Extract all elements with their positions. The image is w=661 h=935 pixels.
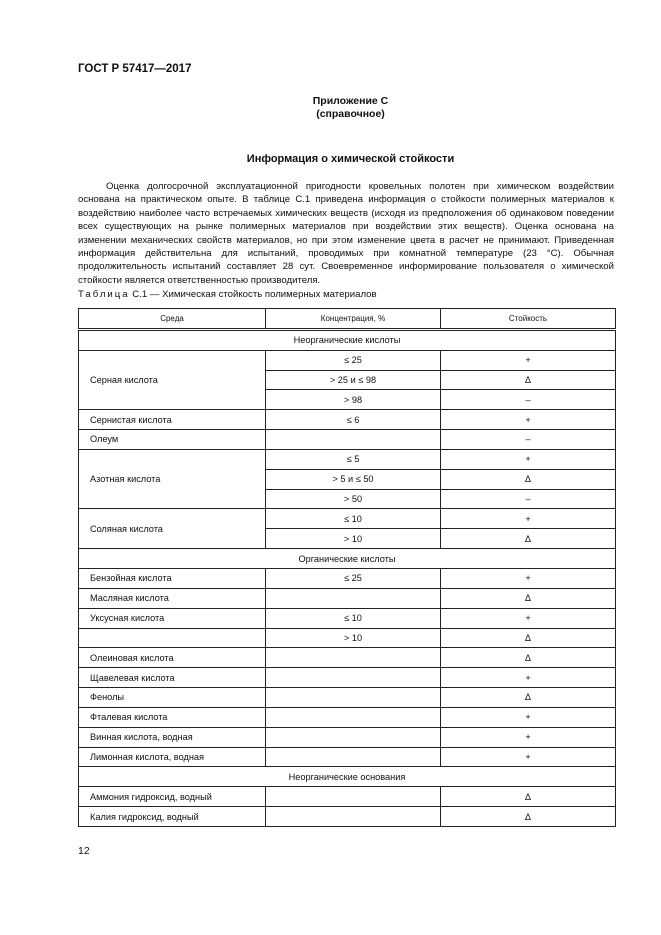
section-heading: Органические кислоты	[79, 549, 616, 569]
concentration-cell: > 98	[266, 390, 441, 410]
concentration-cell	[266, 648, 441, 668]
concentration-cell: ≤ 10	[266, 608, 441, 628]
medium-cell: Серная кислота	[79, 350, 266, 410]
table-row	[79, 747, 616, 767]
medium-cell: Аммония гидроксид, водный	[79, 787, 266, 807]
medium-cell: Фталевая кислота	[79, 707, 266, 727]
resistance-cell: +	[441, 449, 616, 469]
resistance-cell: +	[441, 509, 616, 529]
concentration-cell	[266, 688, 441, 708]
concentration-cell: > 10	[266, 628, 441, 648]
table-caption-label: Таблица	[78, 289, 130, 300]
medium-cell: Азотная кислота	[79, 449, 266, 509]
table-row	[79, 350, 616, 370]
medium-cell: Щавелевая кислота	[79, 668, 266, 688]
table-section-row	[79, 549, 616, 569]
table-header-row	[79, 309, 616, 330]
column-header: Концентрация, %	[266, 309, 441, 330]
section-heading: Неорганические основания	[79, 767, 616, 787]
resistance-cell: +	[441, 410, 616, 430]
concentration-cell: > 25 и ≤ 98	[266, 370, 441, 390]
resistance-cell: Δ	[441, 588, 616, 608]
concentration-cell: ≤ 10	[266, 509, 441, 529]
table-row	[79, 648, 616, 668]
concentration-cell: > 10	[266, 529, 441, 549]
medium-cell: Олеум	[79, 430, 266, 450]
section-heading: Неорганические кислоты	[79, 329, 616, 350]
concentration-cell	[266, 787, 441, 807]
table-row	[79, 727, 616, 747]
table-row	[79, 568, 616, 588]
table-row	[79, 668, 616, 688]
column-header: Среда	[79, 309, 266, 330]
medium-cell	[79, 628, 266, 648]
annex-heading	[0, 95, 661, 121]
medium-cell: Сернистая кислота	[79, 410, 266, 430]
resistance-cell: Δ	[441, 787, 616, 807]
concentration-cell: ≤ 5	[266, 449, 441, 469]
concentration-cell: > 5 и ≤ 50	[266, 469, 441, 489]
concentration-cell	[266, 747, 441, 767]
concentration-cell: ≤ 6	[266, 410, 441, 430]
table-row	[79, 807, 616, 827]
table-row	[79, 707, 616, 727]
resistance-cell: Δ	[441, 469, 616, 489]
table-row	[79, 588, 616, 608]
concentration-cell	[266, 727, 441, 747]
resistance-cell: +	[441, 707, 616, 727]
table-row	[79, 608, 616, 628]
table-row	[79, 410, 616, 430]
chemical-resistance-table	[78, 308, 616, 827]
resistance-cell: +	[441, 608, 616, 628]
resistance-cell: +	[441, 727, 616, 747]
medium-cell: Калия гидроксид, водный	[79, 807, 266, 827]
annex-type: (справочное)	[316, 108, 385, 120]
body-paragraph: Оценка долгосрочной эксплуатационной пригодности кровельных полотен при химическом воздействии основана на практическом опыте. В таблице С.1 приведена информация о стойкости полимерных материалов к воздействию наиболее часто встречаемых химических веществ (исходя из предположения об одинаковом поведении всех существующих на рынке полимерных материалов при воздействии этих веществ). Оценка основана на изменении механических свойств материалов, но при этом изменение цвета в расчет не принимают. Приведенная информация действительна для испытаний, проводимых при комнатной температуре (23 °С). Обычная продолжительность испытаний составляет 28 сут. Своевременное информирование пользователя о химической стойкости является ответственностью производителя.	[78, 181, 614, 286]
table-row	[79, 787, 616, 807]
concentration-cell	[266, 807, 441, 827]
resistance-cell: +	[441, 668, 616, 688]
medium-cell: Масляная кислота	[79, 588, 266, 608]
table-section-row	[79, 767, 616, 787]
table-row	[79, 628, 616, 648]
medium-cell: Олеиновая кислота	[79, 648, 266, 668]
resistance-cell: –	[441, 430, 616, 450]
resistance-cell: +	[441, 747, 616, 767]
concentration-cell: > 50	[266, 489, 441, 509]
page-number: 12	[78, 845, 90, 857]
table-caption-text: С.1 — Химическая стойкость полимерных материалов	[132, 289, 377, 300]
annex-title: Приложение С	[312, 95, 389, 107]
section-title: Информация о химической стойкости	[246, 153, 455, 165]
concentration-cell: ≤ 25	[266, 350, 441, 370]
resistance-cell: +	[441, 568, 616, 588]
concentration-cell	[266, 668, 441, 688]
resistance-cell: Δ	[441, 628, 616, 648]
resistance-cell: Δ	[441, 807, 616, 827]
resistance-cell: Δ	[441, 688, 616, 708]
table-section-row	[79, 329, 616, 350]
resistance-cell: Δ	[441, 648, 616, 668]
concentration-cell	[266, 588, 441, 608]
resistance-cell: –	[441, 489, 616, 509]
document-header: ГОСТ Р 57417—2017	[78, 63, 192, 75]
medium-cell: Лимонная кислота, водная	[79, 747, 266, 767]
column-header: Стойкость	[441, 309, 616, 330]
table-caption	[78, 289, 377, 300]
resistance-cell: –	[441, 390, 616, 410]
resistance-cell: Δ	[441, 529, 616, 549]
table-row	[79, 449, 616, 469]
concentration-cell	[266, 430, 441, 450]
concentration-cell	[266, 707, 441, 727]
concentration-cell: ≤ 25	[266, 568, 441, 588]
table-row	[79, 509, 616, 529]
table-row	[79, 430, 616, 450]
medium-cell: Бензойная кислота	[79, 568, 266, 588]
medium-cell: Фенолы	[79, 688, 266, 708]
resistance-cell: +	[441, 350, 616, 370]
medium-cell: Винная кислота, водная	[79, 727, 266, 747]
medium-cell: Уксусная кислота	[79, 608, 266, 628]
resistance-cell: Δ	[441, 370, 616, 390]
table-row	[79, 688, 616, 708]
medium-cell: Соляная кислота	[79, 509, 266, 549]
